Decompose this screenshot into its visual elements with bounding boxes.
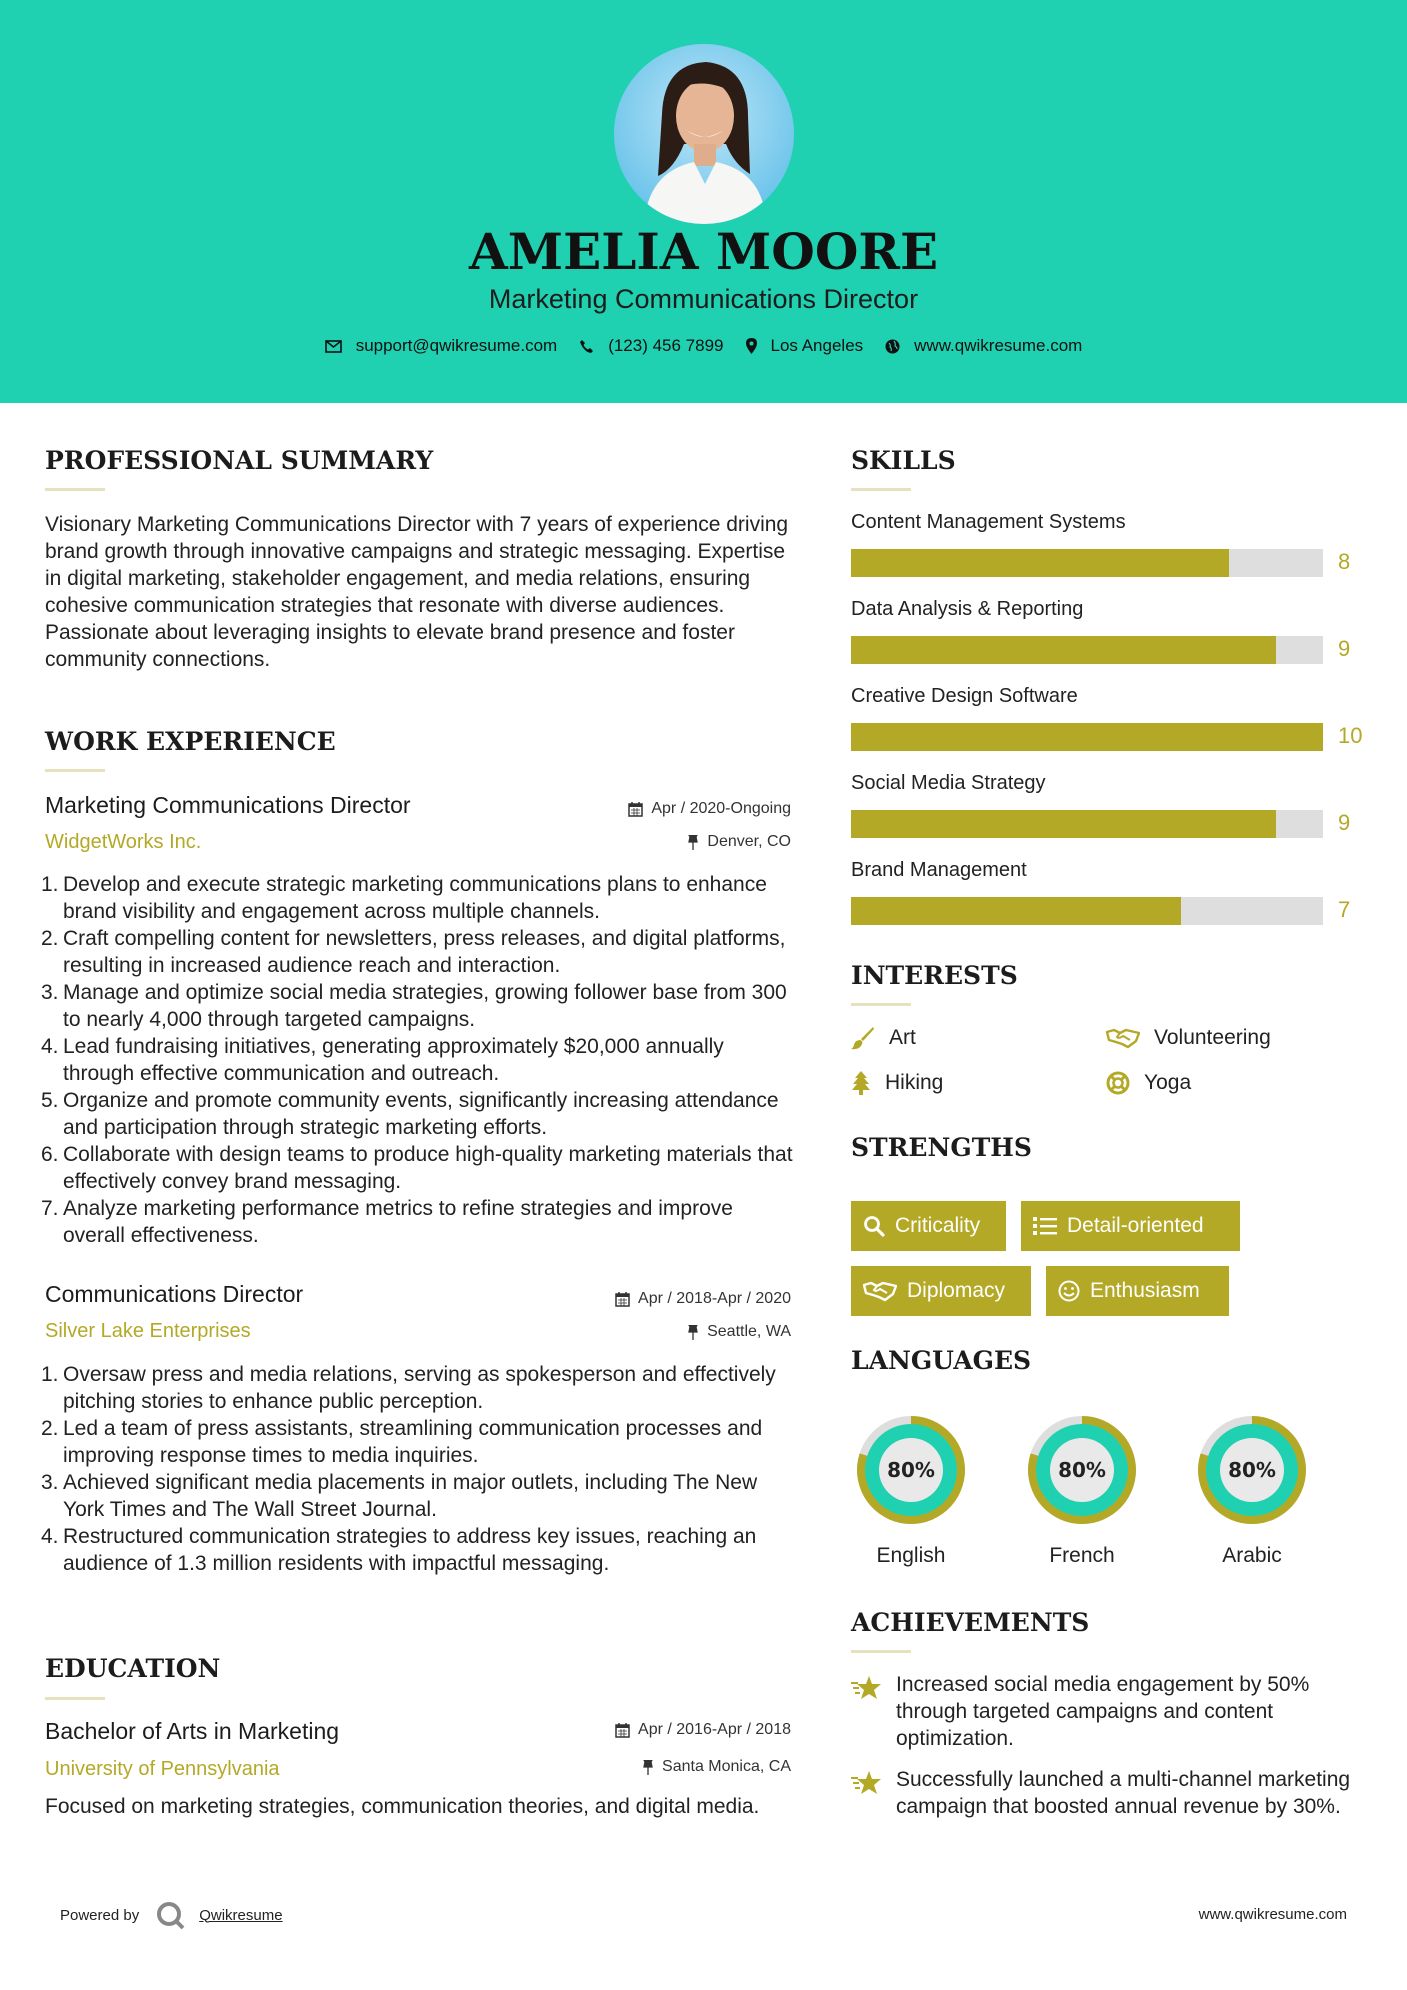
- skill-score: 9: [1338, 810, 1351, 835]
- language-name: English: [876, 1544, 946, 1567]
- strengths-heading: STRENGTHS: [851, 1133, 1032, 1162]
- interest-label: Volunteering: [1154, 1026, 1271, 1049]
- paintbrush-icon: [851, 1026, 875, 1050]
- map-pin-icon: [746, 338, 757, 354]
- strength-label: Detail-oriented: [1067, 1214, 1204, 1237]
- list-item: 5. Organize and promote community events, significantly increasing attendance and participation through strategic marketing efforts.: [41, 1089, 779, 1139]
- email-text: support@qwikresume.com: [355, 336, 558, 355]
- skill-bar-fill: [851, 723, 1323, 751]
- list-item: 2. Craft compelling content for newsletters, press releases, and digital platforms, resulting in increased audience reach and interaction.: [41, 927, 786, 977]
- skill-bar-track: [851, 810, 1323, 838]
- pushpin-icon: [687, 835, 699, 850]
- skill-bar-track: [851, 549, 1323, 577]
- job-location: [687, 833, 791, 851]
- footer-website[interactable]: www.qwikresume.com: [1198, 1906, 1347, 1923]
- skill-label: Social Media Strategy: [851, 772, 1046, 794]
- summary-heading: PROFESSIONAL SUMMARY: [45, 446, 434, 475]
- contact-phone[interactable]: [579, 336, 723, 356]
- strength-badge-detail-oriented: [1021, 1201, 1240, 1251]
- list-item: 3. Manage and optimize social media strategies, growing follower base from 300 to nearly 4,000 through targeted campaigns.: [41, 981, 787, 1031]
- section-underline: [45, 769, 105, 772]
- education-location-text: Santa Monica, CA: [662, 1758, 791, 1775]
- star-icon: [851, 1769, 883, 1802]
- list-item: 7. Analyze marketing performance metrics to refine strategies and improve overall effectiveness.: [41, 1197, 733, 1247]
- qwikresume-link[interactable]: Qwikresume: [199, 1906, 283, 1924]
- language-ring: [851, 1410, 971, 1535]
- skill-score: 10: [1338, 723, 1363, 748]
- summary-text: Visionary Marketing Communications Director with 7 years of experience driving brand growth through innovative campaigns and strategic messaging. Expertise in digital marketing, stakeholder engagement, and media relations, ensuring cohesive communication strategies that resonate with diverse audiences. Passionate about leveraging insights to elevate brand presence and foster community connections.: [45, 513, 789, 671]
- skill-label: Brand Management: [851, 859, 1027, 881]
- skill-bar-track: [851, 723, 1323, 751]
- education-dates-text: Apr / 2016-Apr / 2018: [638, 1721, 791, 1738]
- job-dates: [615, 1290, 791, 1308]
- job-bullets: [41, 1361, 795, 1577]
- skill-score: 8: [1338, 549, 1351, 574]
- contact-bar: [0, 336, 1407, 356]
- qwikresume-logo-icon: [155, 1900, 185, 1930]
- candidate-name: AMELIA MOORE: [468, 222, 939, 281]
- language-ring: [1022, 1410, 1142, 1535]
- achievement-item: Successfully launched a multi-channel marketing campaign that boosted annual revenue by 30%.: [896, 1768, 1351, 1818]
- school-name: University of Pennsylvania: [45, 1758, 280, 1780]
- calendar-icon: [615, 1292, 630, 1307]
- star-icon: [851, 1674, 883, 1707]
- job-dates-text: Apr / 2020-Ongoing: [651, 800, 791, 817]
- skill-bar-track: [851, 636, 1323, 664]
- skill-bar-fill: [851, 897, 1181, 925]
- interest-yoga: [1106, 1071, 1191, 1095]
- section-underline: [45, 1697, 105, 1700]
- handshake-icon: [1106, 1027, 1140, 1049]
- contact-email[interactable]: [325, 336, 558, 356]
- list-item: 1. Oversaw press and media relations, serving as spokesperson and effectively pitching stories to enhance public perception.: [41, 1363, 776, 1413]
- achievements-heading: ACHIEVEMENTS: [851, 1608, 1090, 1637]
- language-percent: 80%: [887, 1458, 935, 1482]
- job-title: Marketing Communications Director: [45, 792, 411, 818]
- smile-icon: [1058, 1280, 1080, 1302]
- section-underline: [45, 488, 105, 491]
- languages-heading: LANGUAGES: [851, 1346, 1032, 1375]
- job-location: [687, 1323, 791, 1341]
- strength-label: Criticality: [895, 1214, 981, 1237]
- strength-badge-diplomacy: [851, 1266, 1031, 1316]
- skill-score: 9: [1338, 636, 1351, 661]
- job-company: Silver Lake Enterprises: [45, 1320, 251, 1342]
- list-item: 3. Achieved significant media placements in major outlets, including The New York Times and The Wall Street Journal.: [41, 1471, 758, 1521]
- header-banner: [0, 0, 1407, 403]
- tree-icon: [851, 1071, 871, 1095]
- interests-heading: INTERESTS: [851, 961, 1018, 990]
- skill-score: 7: [1338, 897, 1351, 922]
- strength-badge-criticality: [851, 1201, 1006, 1251]
- phone-icon: [579, 339, 594, 354]
- powered-by-text: Powered by: [60, 1906, 140, 1924]
- skill-bar-fill: [851, 810, 1276, 838]
- lifering-icon: [1106, 1071, 1130, 1095]
- skill-label: Creative Design Software: [851, 685, 1078, 707]
- search-icon: [863, 1215, 885, 1237]
- handshake-icon: [863, 1280, 897, 1302]
- achievement-item: Increased social media engagement by 50% through targeted campaigns and content optimization.: [896, 1673, 1310, 1750]
- strength-badge-enthusiasm: [1046, 1266, 1229, 1316]
- job-location-text: Denver, CO: [707, 833, 791, 850]
- interest-hiking: [851, 1071, 943, 1095]
- strength-label: Enthusiasm: [1090, 1279, 1200, 1302]
- education-description: Focused on marketing strategies, communication theories, and digital media.: [45, 1795, 760, 1818]
- calendar-icon: [615, 1723, 630, 1738]
- skills-heading: SKILLS: [851, 446, 956, 475]
- interest-label: Art: [889, 1026, 916, 1049]
- candidate-title: Marketing Communications Director: [488, 284, 919, 314]
- job-dates-text: Apr / 2018-Apr / 2020: [638, 1290, 791, 1307]
- list-item: 1. Develop and execute strategic marketing communications plans to enhance brand visibility and engagement across multiple channels.: [41, 873, 767, 923]
- skill-bar-track: [851, 897, 1323, 925]
- job-bullets: [41, 871, 795, 1249]
- education-heading: EDUCATION: [45, 1654, 221, 1683]
- skill-bar-fill: [851, 636, 1276, 664]
- envelope-icon: [325, 340, 342, 353]
- language-percent: 80%: [1058, 1458, 1106, 1482]
- language-ring: [1192, 1410, 1312, 1535]
- pushpin-icon: [687, 1325, 699, 1340]
- phone-text: (123) 456 7899: [608, 336, 724, 355]
- section-underline: [851, 1650, 911, 1653]
- job-company: WidgetWorks Inc.: [45, 831, 202, 853]
- interest-label: Hiking: [885, 1071, 944, 1094]
- skill-label: Data Analysis & Reporting: [851, 598, 1084, 620]
- interest-art: [851, 1026, 916, 1050]
- job-location-text: Seattle, WA: [707, 1323, 791, 1340]
- list-icon: [1033, 1216, 1057, 1236]
- list-item: 2. Led a team of press assistants, streamlining communication processes and improving response times to media inquiries.: [41, 1417, 763, 1467]
- skill-label: Content Management Systems: [851, 511, 1126, 533]
- footer-powered-by: [60, 1900, 283, 1930]
- education-location: [642, 1758, 791, 1776]
- pushpin-icon: [642, 1760, 654, 1775]
- education-dates: [615, 1721, 791, 1739]
- list-item: 4. Lead fundraising initiatives, generating approximately $20,000 annually through effective communication and outreach.: [41, 1035, 724, 1085]
- interest-label: Yoga: [1144, 1071, 1192, 1094]
- skill-bar-fill: [851, 549, 1229, 577]
- website-text: www.qwikresume.com: [914, 336, 1083, 355]
- job-dates: [628, 800, 791, 818]
- job-title: Communications Director: [45, 1281, 304, 1307]
- degree-title: Bachelor of Arts in Marketing: [45, 1718, 340, 1744]
- globe-icon: [885, 339, 900, 354]
- contact-location: [746, 336, 864, 356]
- experience-heading: WORK EXPERIENCE: [45, 727, 336, 756]
- language-name: French: [1049, 1544, 1115, 1567]
- profile-photo: [614, 44, 794, 224]
- language-name: Arabic: [1222, 1544, 1282, 1567]
- calendar-icon: [628, 802, 643, 817]
- section-underline: [851, 488, 911, 491]
- list-item: 4. Restructured communication strategies to address key issues, reaching an audience of 1.3 million residents with impactful messaging.: [41, 1525, 757, 1575]
- list-item: 6. Collaborate with design teams to produce high-quality marketing materials that effectively convey brand messaging.: [41, 1143, 793, 1193]
- interest-volunteering: [1106, 1026, 1271, 1050]
- contact-website[interactable]: [885, 336, 1082, 356]
- location-text: Los Angeles: [770, 336, 864, 355]
- language-percent: 80%: [1228, 1458, 1276, 1482]
- strength-label: Diplomacy: [907, 1279, 1006, 1302]
- section-underline: [851, 1003, 911, 1006]
